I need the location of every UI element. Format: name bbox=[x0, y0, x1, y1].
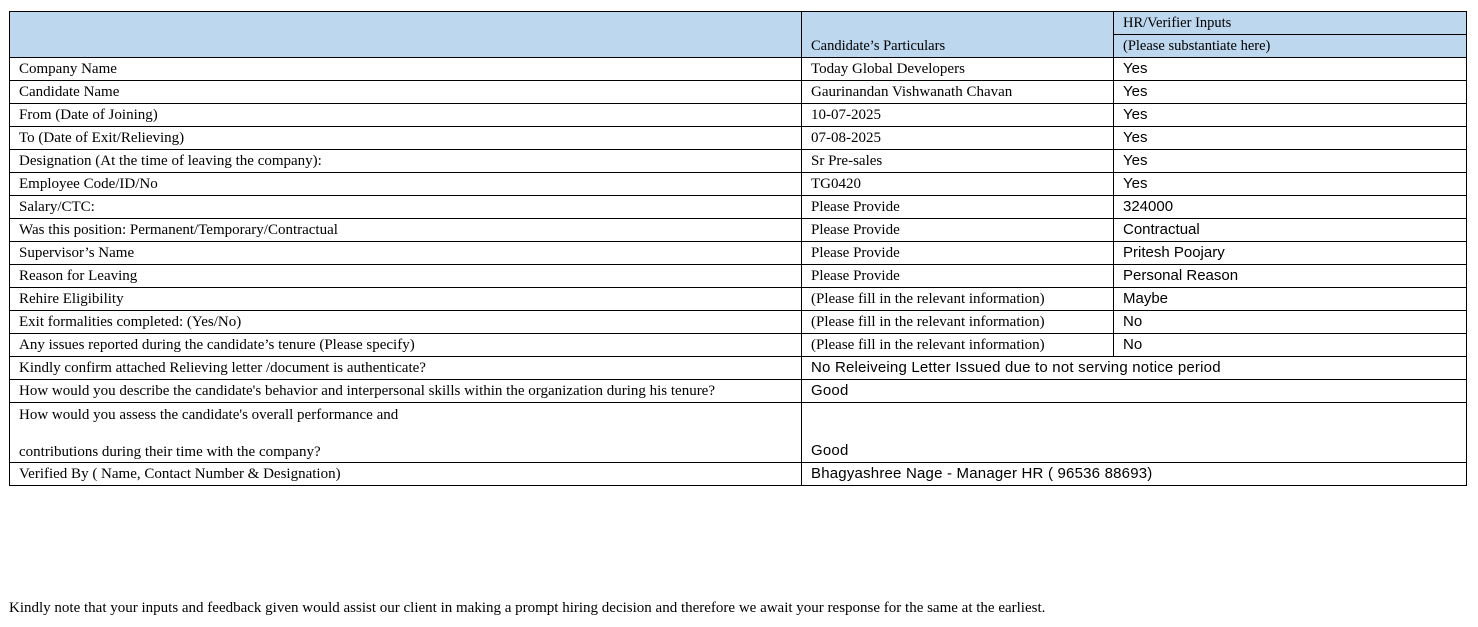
table-row bbox=[10, 127, 1467, 150]
header-substantiate-note: (Please substantiate here) bbox=[1114, 35, 1467, 58]
header-candidate-particulars: Candidate’s Particulars bbox=[802, 12, 1114, 58]
row-label: To (Date of Exit/Relieving) bbox=[10, 127, 802, 150]
row-particular: TG0420 bbox=[802, 173, 1114, 196]
table-row bbox=[10, 81, 1467, 104]
row-particular: Please Provide bbox=[802, 196, 1114, 219]
table-row bbox=[10, 242, 1467, 265]
row-label: Supervisor’s Name bbox=[10, 242, 802, 265]
row-verifier-input[interactable]: Yes bbox=[1114, 150, 1467, 173]
row-verifier-input[interactable]: Yes bbox=[1114, 81, 1467, 104]
row-verifier-input[interactable]: Maybe bbox=[1114, 288, 1467, 311]
row-label bbox=[10, 403, 802, 463]
table-row-behavior bbox=[10, 380, 1467, 403]
row-label: Company Name bbox=[10, 58, 802, 81]
row-verifier-input[interactable]: Yes bbox=[1114, 127, 1467, 150]
row-label: Was this position: Permanent/Temporary/Contractual bbox=[10, 219, 802, 242]
row-label: Candidate Name bbox=[10, 81, 802, 104]
row-particular: Please Provide bbox=[802, 219, 1114, 242]
header-row bbox=[10, 12, 1467, 35]
row-verifier-input[interactable]: Personal Reason bbox=[1114, 265, 1467, 288]
performance-label-line1: How would you assess the candidate's overall performance and bbox=[19, 407, 399, 423]
table-row bbox=[10, 58, 1467, 81]
row-verifier-input[interactable]: Yes bbox=[1114, 58, 1467, 81]
row-verifier-input[interactable]: 324000 bbox=[1114, 196, 1467, 219]
table-row bbox=[10, 288, 1467, 311]
row-particular: (Please fill in the relevant information) bbox=[802, 334, 1114, 357]
row-label: Employee Code/ID/No bbox=[10, 173, 802, 196]
header-hr-verifier-inputs: HR/Verifier Inputs bbox=[1114, 12, 1467, 35]
row-verifier-input[interactable]: Yes bbox=[1114, 173, 1467, 196]
table-row bbox=[10, 219, 1467, 242]
table-row bbox=[10, 265, 1467, 288]
header-blank-cell bbox=[10, 12, 802, 58]
performance-label-line2: contributions during their time with the company? bbox=[19, 444, 321, 460]
row-particular: 10-07-2025 bbox=[802, 104, 1114, 127]
table-row-verified-by bbox=[10, 463, 1467, 486]
table-row-performance bbox=[10, 403, 1467, 463]
verification-table bbox=[9, 11, 1467, 486]
row-label: Any issues reported during the candidate’s tenure (Please specify) bbox=[10, 334, 802, 357]
row-particular: Please Provide bbox=[802, 242, 1114, 265]
relieving-answer[interactable]: No Releiveing Letter Issued due to not serving notice period bbox=[802, 357, 1467, 380]
row-particular: Sr Pre-sales bbox=[802, 150, 1114, 173]
closing-note: Kindly note that your inputs and feedback given would assist our client in making a prompt hiring decision and therefore we await your response for the same at the earliest. bbox=[9, 600, 1046, 616]
row-label: Salary/CTC: bbox=[10, 196, 802, 219]
row-label: Rehire Eligibility bbox=[10, 288, 802, 311]
row-particular: (Please fill in the relevant information) bbox=[802, 311, 1114, 334]
table-row bbox=[10, 334, 1467, 357]
verified-by-answer[interactable]: Bhagyashree Nage - Manager HR ( 96536 88693) bbox=[802, 463, 1467, 486]
row-verifier-input[interactable]: Contractual bbox=[1114, 219, 1467, 242]
row-label: Designation (At the time of leaving the company): bbox=[10, 150, 802, 173]
row-particular: (Please fill in the relevant information) bbox=[802, 288, 1114, 311]
row-verifier-input[interactable]: No bbox=[1114, 311, 1467, 334]
table-row bbox=[10, 104, 1467, 127]
row-label: How would you describe the candidate's behavior and interpersonal skills within the organization during his tenure? bbox=[10, 380, 802, 403]
row-verifier-input[interactable]: Pritesh Poojary bbox=[1114, 242, 1467, 265]
table-row bbox=[10, 173, 1467, 196]
table-row bbox=[10, 196, 1467, 219]
row-label: From (Date of Joining) bbox=[10, 104, 802, 127]
table-row bbox=[10, 311, 1467, 334]
table-row-relieving bbox=[10, 357, 1467, 380]
row-label: Exit formalities completed: (Yes/No) bbox=[10, 311, 802, 334]
row-label: Verified By ( Name, Contact Number & Designation) bbox=[10, 463, 802, 486]
row-verifier-input[interactable]: No bbox=[1114, 334, 1467, 357]
performance-answer[interactable]: Good bbox=[802, 403, 1467, 463]
row-verifier-input[interactable]: Yes bbox=[1114, 104, 1467, 127]
row-label: Reason for Leaving bbox=[10, 265, 802, 288]
behavior-answer[interactable]: Good bbox=[802, 380, 1467, 403]
table-row bbox=[10, 150, 1467, 173]
row-particular: Today Global Developers bbox=[802, 58, 1114, 81]
row-particular: 07-08-2025 bbox=[802, 127, 1114, 150]
row-label: Kindly confirm attached Relieving letter /document is authenticate? bbox=[10, 357, 802, 380]
row-particular: Please Provide bbox=[802, 265, 1114, 288]
row-particular: Gaurinandan Vishwanath Chavan bbox=[802, 81, 1114, 104]
